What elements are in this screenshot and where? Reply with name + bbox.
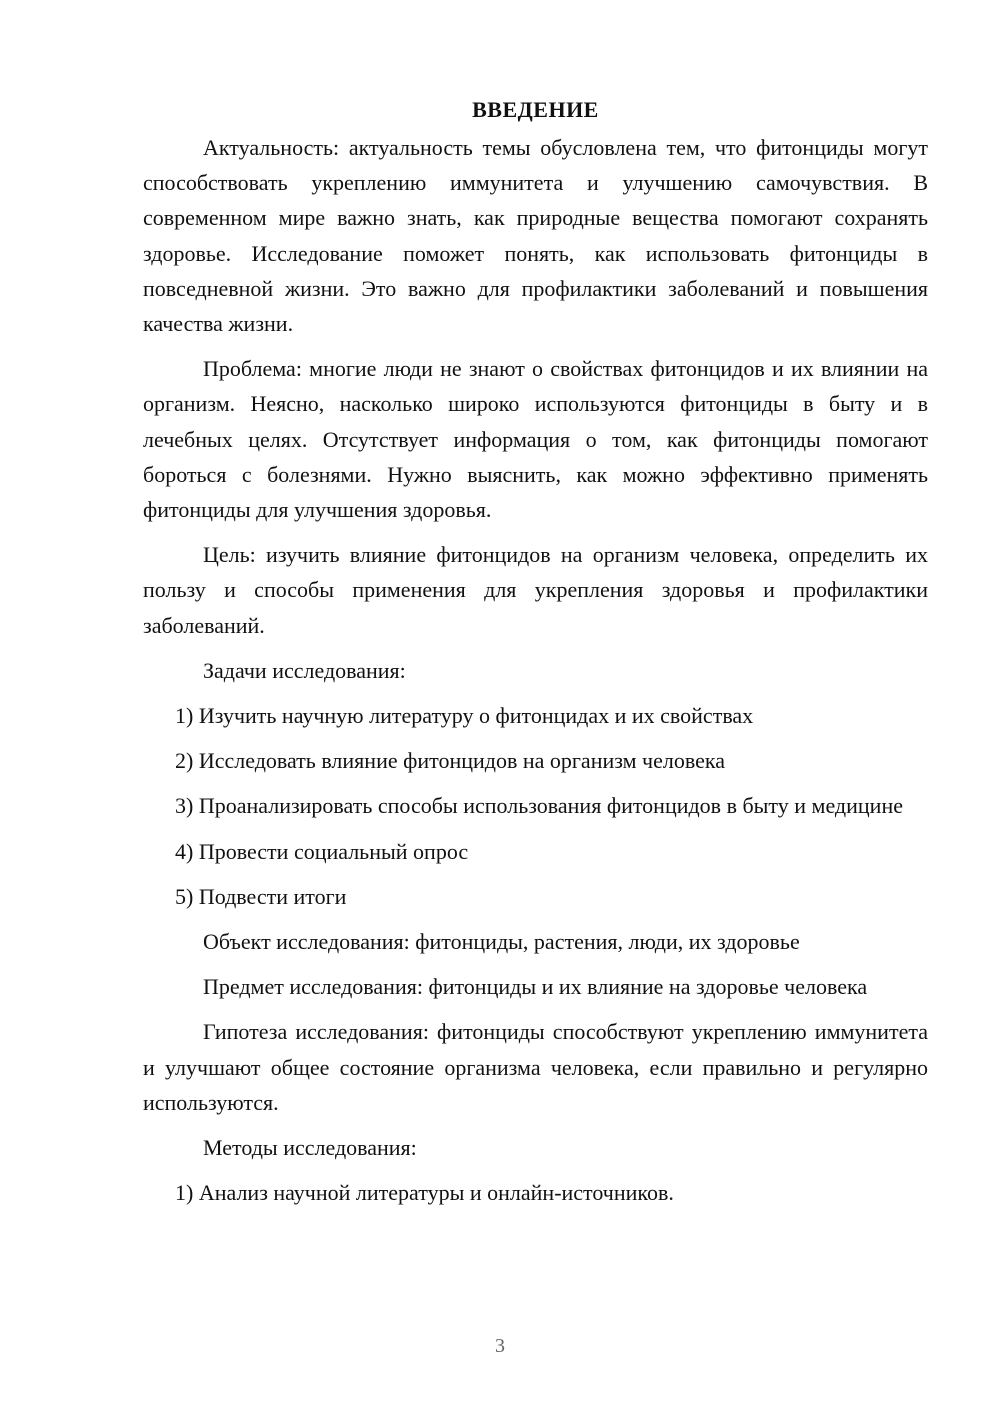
problem-paragraph: Проблема: многие люди не знают о свойствах фитонцидов и их влиянии на организм. Неясно, насколько широко используются фитонциды в быту и в лечебных целях. Отсутствует информация о том, как фитонциды помогают бороться с болезнями. Нужно выяснить, как можно эффективно применять фитонциды для улучшения здоровья. <box>143 356 928 523</box>
hypothesis-paragraph: Гипотеза исследования: фитонциды способствуют укреплению иммунитета и улучшают общее состояние организма человека, если правильно и регулярно используются. <box>143 1019 928 1115</box>
task-item: 4) Провести социальный опрос <box>175 838 469 864</box>
task-item: 5) Подвести итоги <box>175 883 347 909</box>
goal-paragraph: Цель: изучить влияние фитонцидов на организм человека, определить их пользу и способы применения для укрепления здоровья и профилактики заболеваний. <box>143 542 928 638</box>
relevance-paragraph: Актуальность: актуальность темы обусловлена тем, что фитонциды могут способствовать укреплению иммунитета и улучшению самочувствия. В современном мире важно знать, как природные вещества помогают сохранять здоровье. Исследование поможет понять, как использовать фитонциды в повседневной жизни. Это важно для профилактики заболеваний и повышения качества жизни. <box>143 135 928 337</box>
page-heading: ВВЕДЕНИЕ <box>472 97 599 122</box>
subject-paragraph: Предмет исследования: фитонциды и их влияние на здоровье человека <box>203 974 868 1000</box>
object-paragraph: Объект исследования: фитонциды, растения, люди, их здоровье <box>203 929 800 955</box>
methods-title: Методы исследования: <box>203 1135 417 1161</box>
page-content <box>143 95 928 1220</box>
task-item: 1) Изучить научную литературу о фитонцидах и их свойствах <box>175 703 754 729</box>
page-number: 3 <box>495 1335 505 1357</box>
task-item: 3) Проанализировать способы использования фитонцидов в быту и медицине <box>175 793 903 819</box>
tasks-title: Задачи исследования: <box>203 657 406 683</box>
task-item: 2) Исследовать влияние фитонцидов на организм человека <box>175 748 725 774</box>
method-item: 1) Анализ научной литературы и онлайн-источников. <box>175 1180 674 1206</box>
